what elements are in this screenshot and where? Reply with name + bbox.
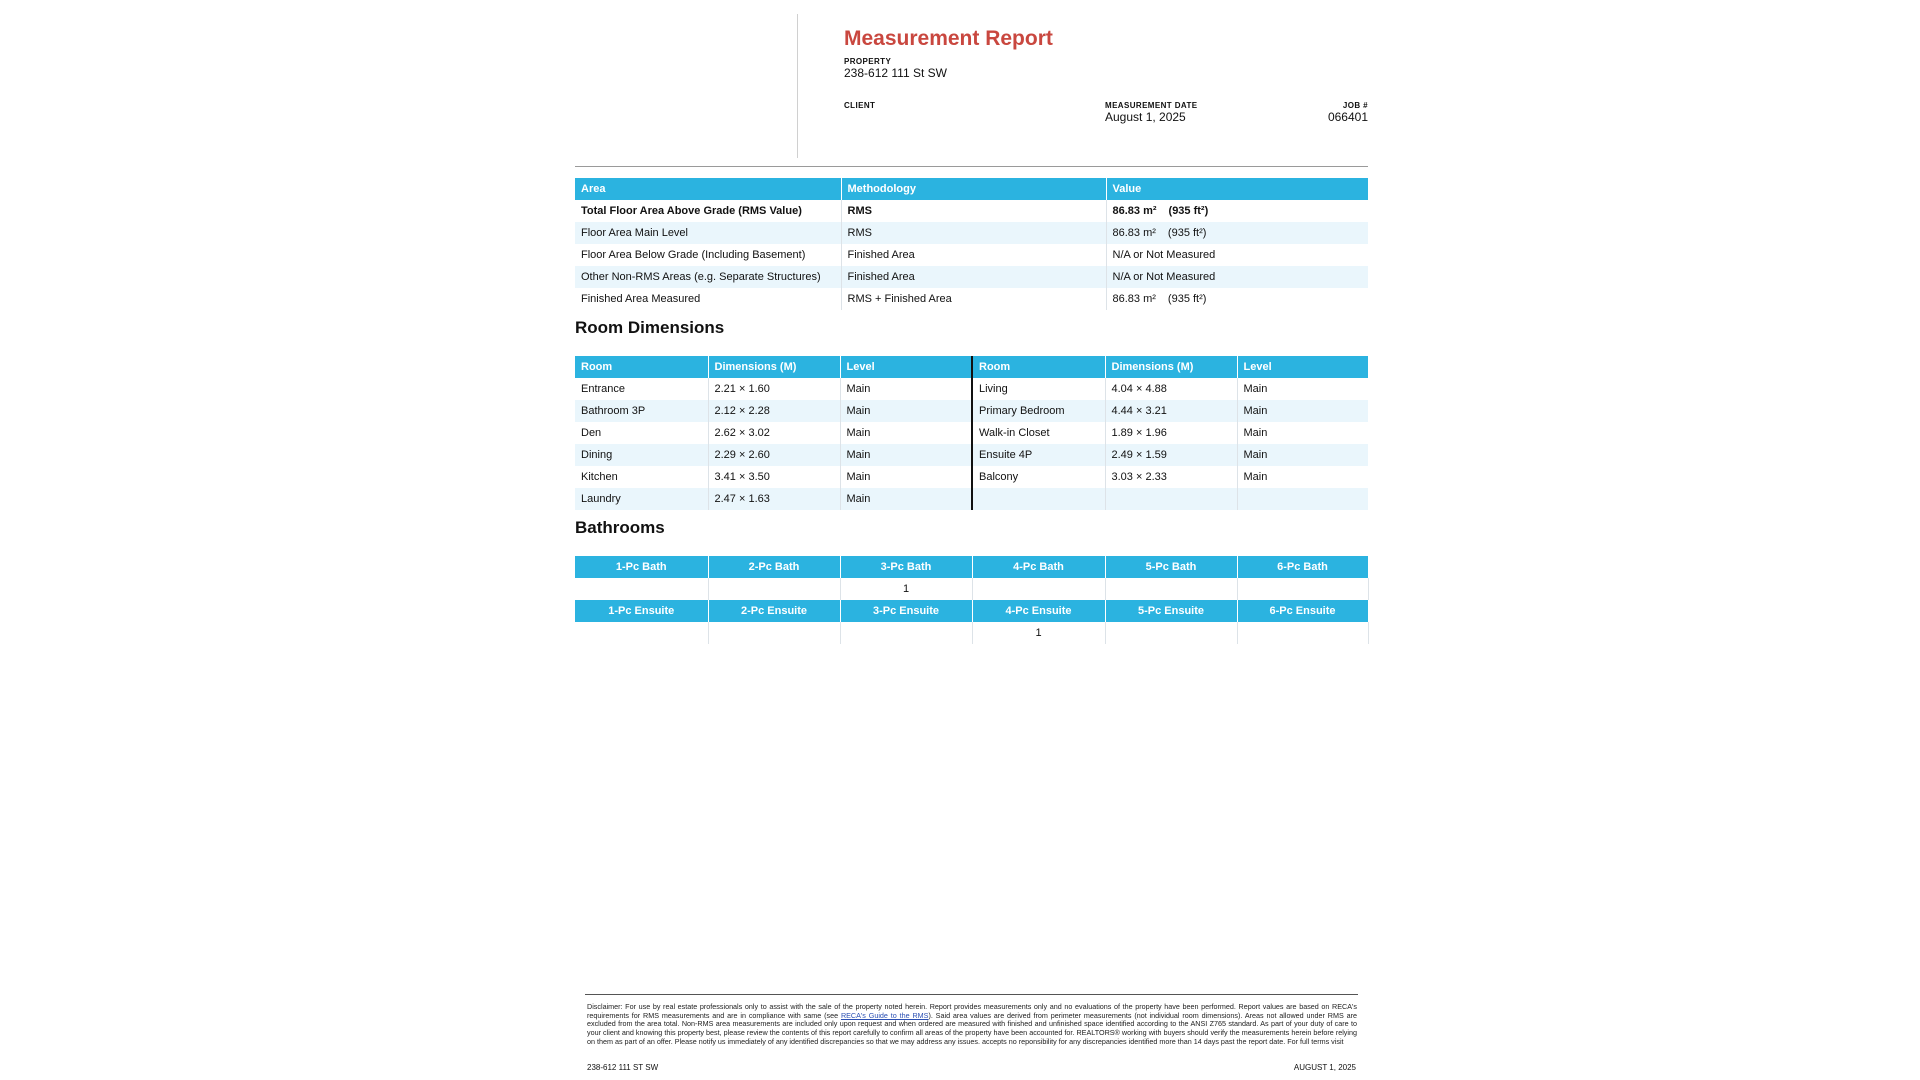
dimensions-cell: 4.44 × 3.21: [1105, 400, 1237, 422]
room-cell: Entrance: [575, 378, 708, 400]
room-cell: Laundry: [575, 488, 708, 510]
bath-count-cell: [972, 578, 1105, 600]
dimensions-cell: 4.04 × 4.88: [1105, 378, 1237, 400]
value-cell: [1106, 222, 1368, 244]
value-cell: [1106, 244, 1368, 266]
bath-5pc-header: 5-Pc Bath: [1105, 556, 1237, 578]
footer-address: 238-612 111 ST SW: [587, 1063, 659, 1072]
bath-count-cell: [575, 578, 708, 600]
level-cell: Main: [840, 488, 972, 510]
table-row: [575, 466, 1368, 488]
room-cell: Primary Bedroom: [972, 400, 1105, 422]
ensuite-2pc-header: 2-Pc Ensuite: [708, 600, 840, 622]
room-cell: Living: [972, 378, 1105, 400]
bath-1pc-header: 1-Pc Bath: [575, 556, 708, 578]
ensuite-count-row: [575, 622, 1368, 644]
dimensions-cell: 2.21 × 1.60: [708, 378, 840, 400]
ensuite-count-cell: [1105, 622, 1237, 644]
metric-value: N/A or Not Measured: [1112, 249, 1216, 261]
room-cell: Ensuite 4P: [972, 444, 1105, 466]
room-cell: Den: [575, 422, 708, 444]
table-row: [575, 488, 1368, 510]
level-cell: Main: [840, 444, 972, 466]
table-row: [575, 288, 1368, 310]
bath-header-row: [575, 556, 1368, 578]
room-cell: Dining: [575, 444, 708, 466]
dimensions-header: Dimensions (M): [1105, 356, 1237, 378]
ensuite-count-cell: [575, 622, 708, 644]
room-cell: [972, 488, 1105, 510]
footer-rule: [585, 994, 1358, 995]
dimensions-cell: [1105, 488, 1237, 510]
ensuite-3pc-header: 3-Pc Ensuite: [840, 600, 972, 622]
footer-date: AUGUST 1, 2025: [1293, 1063, 1356, 1072]
bath-count-row: [575, 578, 1368, 600]
area-table-header: [575, 178, 1368, 200]
level-cell: Main: [1243, 383, 1268, 395]
imperial-value: (935 ft²): [1167, 293, 1207, 305]
metric-value: 86.83 m²: [1112, 205, 1157, 217]
value-cell: [1106, 266, 1368, 288]
disclaimer-part-1: Disclaimer: For use by real estate professionals only to assist with the sale of the property noted herein. Report provides measurements only and no evaluations of the property have been performed. Report values are based on RECA's requirements for RMS measurements and are in compliance with same (see: [587, 1002, 1357, 1020]
bath-count-cell: [1105, 578, 1237, 600]
area-cell: Floor Area Main Level: [575, 222, 841, 244]
header-rule: [575, 166, 1368, 167]
report-page: [575, 0, 1368, 1080]
level-cell: Main: [840, 466, 972, 488]
bath-4pc-header: 4-Pc Bath: [972, 556, 1105, 578]
value-cell: [1106, 200, 1368, 222]
ensuite-count-cell: [708, 622, 840, 644]
metric-value: 86.83 m²: [1112, 227, 1156, 239]
report-title: Measurement Report: [844, 27, 1053, 50]
dimensions-cell: 2.29 × 2.60: [708, 444, 840, 466]
room-cell: Bathroom 3P: [575, 400, 708, 422]
ensuite-count-cell: [1237, 622, 1368, 644]
dimensions-cell: 1.89 × 1.96: [1105, 422, 1237, 444]
bath-count-cell: [1237, 578, 1368, 600]
table-row: [575, 422, 1368, 444]
level-header: Level: [1237, 356, 1368, 378]
level-cell: Main: [1237, 444, 1368, 466]
measurement-date-value: August 1, 2025: [1105, 110, 1186, 124]
disclaimer-part-2: ). Said area values are derived from perimeter measurements (not individual room dimensions). Areas not allowed under RMS are excluded from the area total. Non-RMS area measurements are included only upon request and when ordered are measured with finished and unfinished space identified according to the ANSI Z765 standard. As part of your duty of care to your client and knowing this property best, please review the contents of this report carefully to confirm all areas of the property have been accounted for. REALTORS® working with buyers should verify the measurements herein before relying on them as part of an offer. Please notify us immediately of any identified discrepancies so that we may address any issues. accepts no reponsibility for any discrepancies identified more than 14 days past the report date. For full terms visit: [587, 1010, 1357, 1046]
job-number-value: 066401: [1327, 110, 1368, 124]
table-row: [575, 200, 1368, 222]
rooms-table-header: [575, 356, 1368, 378]
imperial-value: (935 ft²): [1168, 205, 1209, 217]
method-cell: RMS: [841, 222, 1106, 244]
area-header: Area: [575, 178, 841, 200]
area-cell: Finished Area Measured: [575, 288, 841, 310]
table-row: [575, 378, 1368, 400]
level-cell: Main: [840, 422, 972, 444]
header-divider: [797, 14, 798, 158]
room-header: Room: [575, 356, 708, 378]
value-header: Value: [1106, 178, 1368, 200]
disclaimer-text: [587, 1003, 1357, 1047]
level-cell: Main: [840, 378, 972, 400]
metric-value: 86.83 m²: [1112, 293, 1156, 305]
bath-6pc-header: 6-Pc Bath: [1237, 556, 1368, 578]
ensuite-5pc-header: 5-Pc Ensuite: [1105, 600, 1237, 622]
table-row: [575, 266, 1368, 288]
room-cell: Kitchen: [575, 466, 708, 488]
table-row: [575, 222, 1368, 244]
client-label: CLIENT: [844, 101, 876, 110]
method-cell: RMS + Finished Area: [841, 288, 1106, 310]
dimensions-cell: 3.03 × 2.33: [1105, 466, 1237, 488]
bathrooms-table: [575, 556, 1369, 644]
ensuite-count-cell: [840, 622, 972, 644]
bath-2pc-header: 2-Pc Bath: [708, 556, 840, 578]
job-number-label: JOB #: [1342, 101, 1368, 110]
ensuite-header-row: [575, 600, 1368, 622]
area-cell: Floor Area Below Grade (Including Basement): [575, 244, 841, 266]
dimensions-cell: 2.12 × 2.28: [708, 400, 840, 422]
level-cell: Main: [840, 400, 972, 422]
level-cell: [1237, 488, 1368, 510]
dimensions-cell: 2.62 × 3.02: [708, 422, 840, 444]
bath-count-cell: [708, 578, 840, 600]
level-cell: Main: [1237, 400, 1368, 422]
room-header: Room: [972, 356, 1105, 378]
metric-value: N/A or Not Measured: [1112, 271, 1216, 283]
level-cell: Main: [1243, 427, 1268, 439]
bathrooms-heading: Bathrooms: [575, 518, 665, 537]
property-label: PROPERTY: [844, 57, 892, 66]
room-cell: Walk-in Closet: [972, 422, 1105, 444]
method-cell: Finished Area: [841, 266, 1106, 288]
measurement-date-label: MEASUREMENT DATE: [1105, 101, 1198, 110]
ensuite-4pc-header: 4-Pc Ensuite: [972, 600, 1105, 622]
dimensions-header: Dimensions (M): [708, 356, 840, 378]
room-dimensions-table: [575, 356, 1368, 510]
bath-count-cell: 1: [840, 578, 972, 600]
ensuite-6pc-header: 6-Pc Ensuite: [1237, 600, 1368, 622]
dimensions-cell: 3.41 × 3.50: [708, 466, 840, 488]
bath-3pc-header: 3-Pc Bath: [840, 556, 972, 578]
methodology-header: Methodology: [841, 178, 1106, 200]
table-row: [575, 244, 1368, 266]
reca-guide-link[interactable]: RECA's Guide to the RMS: [840, 1010, 929, 1020]
table-row: [575, 444, 1368, 466]
ensuite-count-cell: 1: [972, 622, 1105, 644]
dimensions-cell: 2.49 × 1.59: [1105, 444, 1237, 466]
method-cell: Finished Area: [841, 244, 1106, 266]
level-cell: Main: [1243, 471, 1268, 483]
imperial-value: (935 ft²): [1167, 227, 1207, 239]
room-cell: Balcony: [972, 466, 1105, 488]
level-header: Level: [840, 356, 972, 378]
dimensions-cell: 2.47 × 1.63: [708, 488, 840, 510]
room-dimensions-heading: Room Dimensions: [575, 318, 725, 337]
value-cell: [1106, 288, 1368, 310]
method-cell: RMS: [841, 200, 1106, 222]
property-value: 238-612 111 St SW: [844, 66, 947, 80]
area-table: [575, 178, 1368, 310]
table-row: [575, 400, 1368, 422]
ensuite-1pc-header: 1-Pc Ensuite: [575, 600, 708, 622]
area-cell: Other Non-RMS Areas (e.g. Separate Structures): [575, 266, 841, 288]
area-cell: Total Floor Area Above Grade (RMS Value): [575, 200, 841, 222]
